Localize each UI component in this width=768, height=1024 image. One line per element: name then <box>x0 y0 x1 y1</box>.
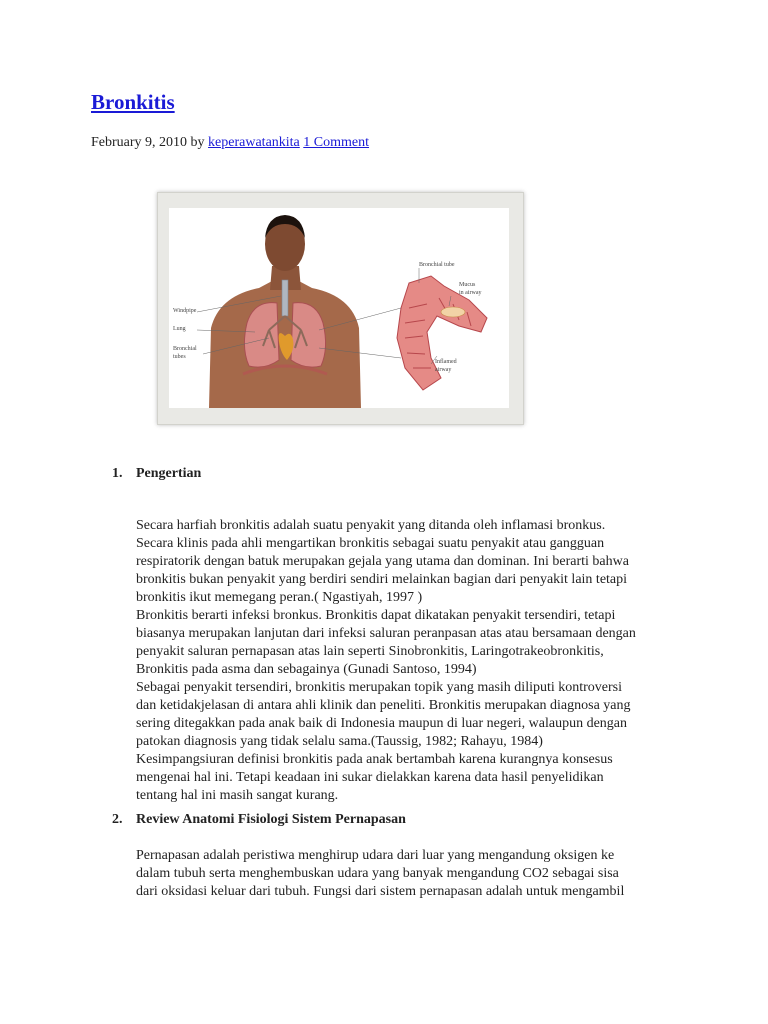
paragraph-line: respiratorik dengan batuk merupakan gejala yang utama dan dominan. Ini berarti bahwa <box>136 554 629 569</box>
label-bronchial-tubes-line1: Bronchial <box>173 346 197 352</box>
paragraph-line: Sebagai penyakit tersendiri, bronkitis merupakan topik yang masih diliputi kontroversi <box>136 680 623 695</box>
windpipe-shape <box>282 280 288 316</box>
label-lung: Lung <box>173 326 186 332</box>
paragraph-line: bronkitis bukan penyakit yang berdiri sendiri melainkan bagian dari penyakit lain tetapi <box>136 572 628 587</box>
post-date: February 9, 2010 <box>91 135 188 150</box>
post-title[interactable]: Bronkitis <box>91 90 175 114</box>
paragraph-line: dari oksidasi keluar dari tubuh. Fungsi dari sistem pernapasan adalah untuk mengambil <box>136 884 625 899</box>
paragraph-line: mengenai hal ini. Tetapi keadaan ini sukar dielakkan karena data hasil penyelidikan <box>136 770 604 785</box>
post-by: by <box>190 135 205 150</box>
section-heading-1 <box>112 466 201 482</box>
section-1-body <box>136 517 696 805</box>
comments-link[interactable]: 1 Comment <box>303 135 370 150</box>
label-bronchial-tube: Bronchial tube <box>419 262 455 268</box>
paragraph-line: Pernapasan adalah peristiwa menghirup udara dari luar yang mengandung oksigen ke <box>136 848 615 863</box>
section-number: 2. <box>112 812 123 827</box>
paragraph-line: Bronkitis berarti infeksi bronkus. Bronkitis dapat dikatakan penyakit tersendiri, tetapi <box>136 608 616 623</box>
section-heading-text: Pengertian <box>136 466 202 481</box>
label-windpipe: Windpipe <box>173 308 197 314</box>
section-number: 1. <box>112 466 123 481</box>
bronchitis-illustration-svg <box>169 208 509 408</box>
section-2-body <box>136 847 696 901</box>
label-inflamed-line2: airway <box>435 367 452 373</box>
section-heading-text: Review Anatomi Fisiologi Sistem Pernapasan <box>136 812 406 827</box>
paragraph-line: Kesimpangsiuran definisi bronkitis pada anak bertambah karena kurangnya konsesus <box>136 752 613 767</box>
label-inflamed-line1: Inflamed <box>435 359 457 365</box>
author-link[interactable]: keperawatankita <box>208 135 300 150</box>
paragraph-line: patokan diagnosis yang tidak selalu sama.(Taussig, 1982; Rahayu, 1984) <box>136 734 543 749</box>
paragraph-line: tentang hal ini masih sangat kurang. <box>136 788 339 803</box>
label-mucus-line2: in airway <box>459 290 482 296</box>
paragraph-line: dalam tubuh serta menghembuskan udara yang banyak mengandung CO2 sebagai sisa <box>136 866 619 881</box>
label-bronchial-tubes-line2: tubes <box>173 354 186 360</box>
bronchitis-illustration-frame <box>157 192 524 425</box>
paragraph-line: sering ditegakkan pada anak baik di Indonesia maupun di luar negeri, walaupun dengan <box>136 716 628 731</box>
label-mucus-line1: Mucus <box>459 282 476 288</box>
paragraph-line: Secara klinis pada ahli mengartikan bronkitis sebagai suatu penyakit atau gangguan <box>136 536 605 551</box>
section-heading-2 <box>112 812 406 828</box>
paragraph-line: Bronkitis pada asma dan sebagainya (Gunadi Santoso, 1994) <box>136 662 477 677</box>
mucus-shape <box>441 307 465 317</box>
bronchitis-illustration <box>169 208 509 408</box>
paragraph-line: dan ketidakjelasan di antara ahli klinik dan peneliti. Bronkitis merupakan diagnosa yang <box>136 698 631 713</box>
paragraph-line: bronkitis ikut memegang peran.( Ngastiyah, 1997 ) <box>136 590 423 605</box>
paragraph-line: Secara harfiah bronkitis adalah suatu penyakit yang ditanda oleh inflamasi bronkus. <box>136 518 606 533</box>
paragraph-line: biasanya merupakan lanjutan dari infeksi saluran peranpasan atas atau bersamaan dengan <box>136 626 636 641</box>
post-meta <box>91 135 369 151</box>
paragraph-line: penyakit saluran pernapasan atas lain seperti Sinobronkitis, Laringotrakeobronkitis, <box>136 644 604 659</box>
